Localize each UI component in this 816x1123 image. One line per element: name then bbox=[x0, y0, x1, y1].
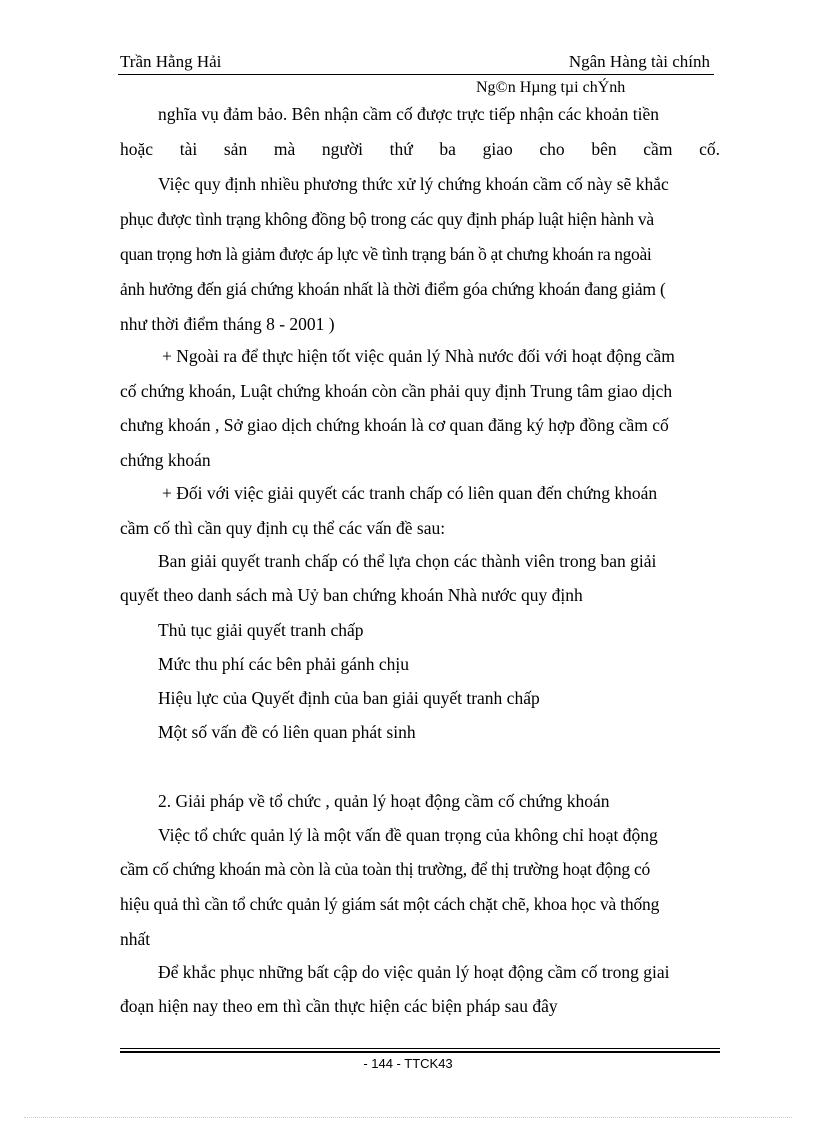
footer-page-label: - 144 - TTCK43 bbox=[363, 1056, 453, 1071]
body-line: cầm cố thì cần quy định cụ thể các vấn đề sau: bbox=[120, 518, 446, 538]
body-line: Ban giải quyết tranh chấp có thể lựa chọn các thành viên trong ban giải bbox=[158, 551, 657, 571]
body-line: Hiệu lực của Quyết định của ban giải quyết tranh chấp bbox=[158, 688, 540, 708]
body-line: Việc tổ chức quản lý là một vấn đề quan trọng của không chỉ hoạt động bbox=[158, 825, 658, 845]
body-line: hiệu quả thì cần tổ chức quản lý giám sát một cách chặt chẽ, khoa học và thống bbox=[120, 894, 660, 914]
footer-divider-thick bbox=[120, 1051, 720, 1053]
page-bottom-edge bbox=[24, 1117, 792, 1118]
body-line: cầm cố chứng khoán mà còn là của toàn thị trường, để thị trường hoạt động có bbox=[120, 859, 650, 879]
header-divider bbox=[118, 74, 714, 75]
body-line: + Đối với việc giải quyết các tranh chấp có liên quan đến chứng khoán bbox=[162, 483, 658, 503]
body-line: chứng khoán bbox=[120, 450, 211, 470]
header-author: Trần Hằng Hải bbox=[120, 52, 222, 71]
body-line: quan trọng hơn là giảm được áp lực về tình trạng bán ồ ạt chưng khoán ra ngoài bbox=[120, 244, 652, 264]
section-heading: 2. Giải pháp về tổ chức , quản lý hoạt động cầm cố chứng khoán bbox=[158, 791, 610, 811]
body-line: đoạn hiện nay theo em thì cần thực hiện các biện pháp sau đây bbox=[120, 996, 558, 1016]
body-line: ảnh hưởng đến giá chứng khoán nhất là thời điểm góa chứng khoán đang giảm ( bbox=[120, 279, 666, 299]
body-line: như thời điểm tháng 8 - 2001 ) bbox=[120, 314, 335, 334]
body-line: + Ngoài ra để thực hiện tốt việc quản lý Nhà nước đối với hoạt động cầm bbox=[162, 346, 675, 366]
body-line: phục được tình trạng không đồng bộ trong các quy định pháp luật hiện hành và bbox=[120, 209, 654, 229]
body-line: nghĩa vụ đảm bảo. Bên nhận cầm cố được trực tiếp nhận các khoản tiền bbox=[158, 104, 660, 124]
body-line: Để khắc phục những bất cập do việc quản lý hoạt động cầm cố trong giai bbox=[158, 962, 670, 982]
header-subject-garbled: Ng©n Hµng tµi chÝnh bbox=[476, 79, 626, 96]
body-line: nhất bbox=[120, 929, 151, 949]
body-line: Một số vấn đề có liên quan phát sinh bbox=[158, 722, 416, 742]
body-line: Mức thu phí các bên phải gánh chịu bbox=[158, 654, 410, 674]
footer-divider-thin bbox=[120, 1048, 720, 1049]
body-line: Thủ tục giải quyết tranh chấp bbox=[158, 620, 364, 640]
body-line: Việc quy định nhiều phương thức xử lý chứng khoán cầm cố này sẽ khắc bbox=[158, 174, 669, 194]
body-line: cố chứng khoán, Luật chứng khoán còn cần phải quy định Trung tâm giao dịch bbox=[120, 381, 673, 401]
body-line: chưng khoán , Sở giao dịch chứng khoán là cơ quan đăng ký hợp đồng cầm cố bbox=[120, 415, 669, 435]
body-line: hoặc tài sản mà người thứ ba giao cho bên cầm cố. bbox=[120, 139, 720, 159]
body-line: quyết theo danh sách mà Uỷ ban chứng khoán Nhà nước quy định bbox=[120, 585, 583, 605]
header-subject: Ngân Hàng tài chính bbox=[568, 52, 710, 71]
